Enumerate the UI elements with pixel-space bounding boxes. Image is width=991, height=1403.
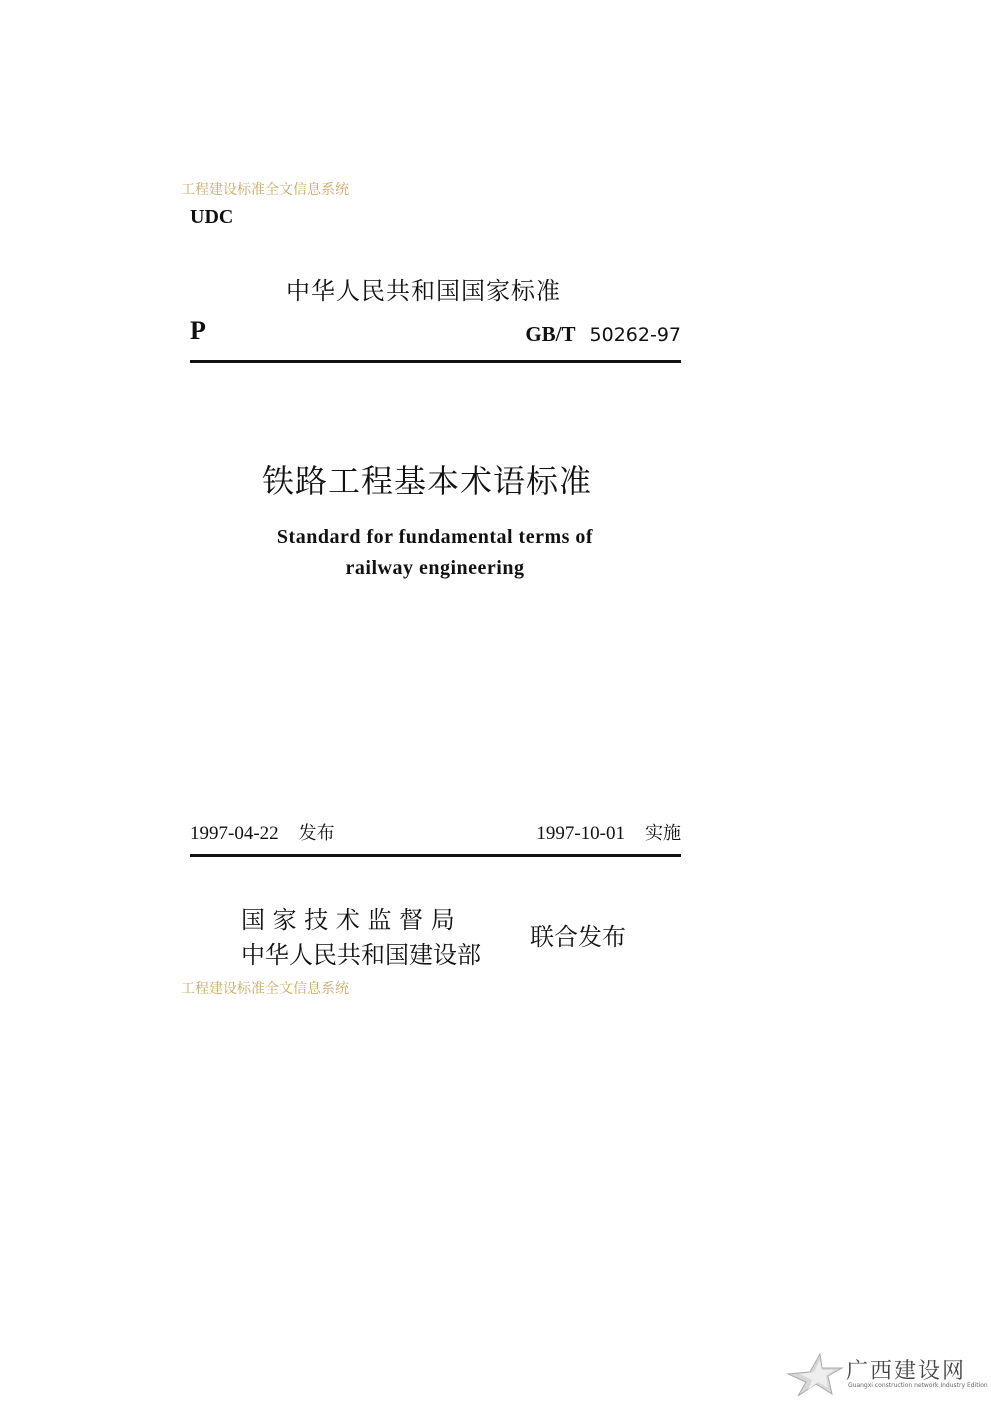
national-standard-heading: 中华人民共和国国家标准 [286, 277, 561, 305]
title-chinese: 铁路工程基本术语标准 [262, 462, 593, 500]
watermark-bottom: 工程建设标准全文信息系统 [181, 981, 349, 997]
implement-date: 1997-10-01 [536, 823, 625, 844]
implement-label: 实施 [645, 823, 681, 844]
title-english-line2: railway engineering [345, 557, 525, 579]
top-rule [190, 360, 681, 363]
watermark-top: 工程建设标准全文信息系统 [181, 182, 349, 198]
standard-prefix: GB/T [525, 322, 576, 346]
standard-code [525, 322, 681, 347]
issue-date-block [190, 819, 335, 845]
issuer-quality-bureau: 国 家 技 术 监 督 局 [241, 906, 455, 934]
issuer-construction-ministry: 中华人民共和国建设部 [241, 941, 481, 969]
issue-date: 1997-04-22 [190, 823, 279, 844]
implement-date-block [536, 819, 681, 845]
standard-number: 50262-97 [589, 324, 681, 346]
bottom-rule [190, 854, 681, 857]
joint-issue-label: 联合发布 [530, 923, 626, 951]
title-english-line1: Standard for fundamental terms of [276, 526, 594, 548]
site-logo-text: 广西建设网 [846, 1359, 967, 1384]
issue-label: 发布 [298, 823, 335, 844]
udc-label: UDC [190, 206, 234, 228]
site-logo-subtitle: Guangxi construction network Industry Edition [848, 1382, 988, 1389]
classification-code: P [190, 316, 206, 345]
